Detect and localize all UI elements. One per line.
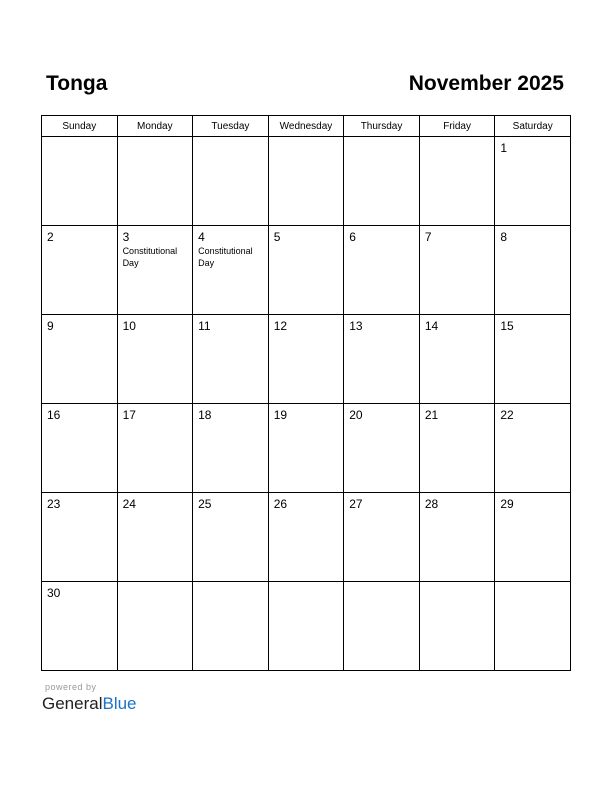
day-number: 21	[424, 408, 439, 422]
calendar-grid	[41, 115, 571, 671]
day-cell	[268, 137, 344, 226]
week-row	[42, 137, 571, 226]
day-cell	[268, 404, 344, 493]
day-cell	[42, 226, 118, 315]
day-number: 18	[198, 408, 212, 422]
day-number: 13	[349, 319, 363, 333]
day-cell	[42, 137, 118, 226]
weekday-header: Tuesday	[193, 116, 269, 137]
day-cell	[193, 226, 269, 315]
day-number: 30	[47, 586, 61, 600]
day-number: 3	[122, 230, 130, 244]
day-cell	[344, 404, 420, 493]
day-cell	[42, 315, 118, 404]
day-number: 16	[47, 408, 61, 422]
day-number: 10	[122, 319, 136, 333]
day-cell	[419, 226, 495, 315]
day-cell	[495, 493, 571, 582]
day-number: 17	[122, 408, 136, 422]
day-cell	[419, 582, 495, 671]
weekday-header: Saturday	[495, 116, 571, 137]
day-cell	[268, 226, 344, 315]
day-number: 1	[500, 141, 508, 155]
day-number: 28	[424, 497, 439, 511]
day-cell	[117, 137, 193, 226]
day-cell	[419, 137, 495, 226]
day-cell	[419, 493, 495, 582]
day-number: 7	[424, 230, 432, 244]
day-cell	[193, 137, 269, 226]
calendar-country-title: Tonga	[46, 72, 108, 95]
day-cell	[495, 582, 571, 671]
day-number: 29	[500, 497, 514, 511]
day-cell	[268, 582, 344, 671]
day-number: 4	[198, 230, 205, 244]
weekday-header: Wednesday	[268, 116, 344, 137]
day-number: 9	[47, 319, 54, 333]
day-number: 2	[47, 230, 54, 244]
day-cell	[117, 493, 193, 582]
week-row	[42, 315, 571, 404]
week-row	[42, 226, 571, 315]
day-cell	[117, 315, 193, 404]
holiday-label: Constitutional Day	[198, 246, 253, 268]
brand-blue-text: Blue	[102, 694, 137, 713]
powered-by-label: powered by	[45, 682, 97, 692]
day-cell	[344, 226, 420, 315]
calendar-month-title: November 2025	[408, 72, 564, 95]
day-number: 6	[349, 230, 356, 244]
day-cell	[344, 315, 420, 404]
day-cell	[344, 582, 420, 671]
day-number: 19	[273, 408, 288, 422]
day-number: 25	[198, 497, 212, 511]
day-number: 15	[500, 319, 514, 333]
week-row	[42, 404, 571, 493]
holiday-label: Constitutional Day	[122, 246, 178, 268]
day-number: 22	[500, 408, 514, 422]
week-row	[42, 582, 571, 671]
day-cell	[495, 137, 571, 226]
day-cell	[495, 315, 571, 404]
day-cell	[193, 315, 269, 404]
day-cell	[268, 315, 344, 404]
day-cell	[495, 226, 571, 315]
brand-general-text: General	[42, 694, 103, 713]
day-cell	[419, 404, 495, 493]
day-number: 26	[273, 497, 288, 511]
weekday-header: Friday	[419, 116, 495, 137]
day-cell	[268, 493, 344, 582]
day-cell	[193, 582, 269, 671]
day-cell	[117, 582, 193, 671]
day-cell	[344, 493, 420, 582]
day-cell	[42, 582, 118, 671]
day-number: 27	[349, 497, 363, 511]
day-number: 12	[273, 319, 288, 333]
day-cell	[42, 404, 118, 493]
day-number: 11	[198, 319, 211, 333]
week-row	[42, 493, 571, 582]
day-number: 14	[424, 319, 439, 333]
weekday-header: Thursday	[344, 116, 420, 137]
weekday-header: Monday	[117, 116, 193, 137]
weekday-header: Sunday	[42, 116, 118, 137]
day-number: 23	[47, 497, 61, 511]
weekday-header-row	[42, 116, 571, 137]
day-cell	[344, 137, 420, 226]
day-cell	[42, 493, 118, 582]
day-cell	[495, 404, 571, 493]
day-cell	[117, 404, 193, 493]
day-cell	[419, 315, 495, 404]
generalblue-logo	[42, 693, 137, 715]
day-cell	[193, 493, 269, 582]
day-number: 5	[273, 230, 281, 244]
day-cell	[193, 404, 269, 493]
day-number: 20	[349, 408, 363, 422]
day-number: 24	[122, 497, 136, 511]
day-number: 8	[500, 230, 508, 244]
day-cell	[117, 226, 193, 315]
